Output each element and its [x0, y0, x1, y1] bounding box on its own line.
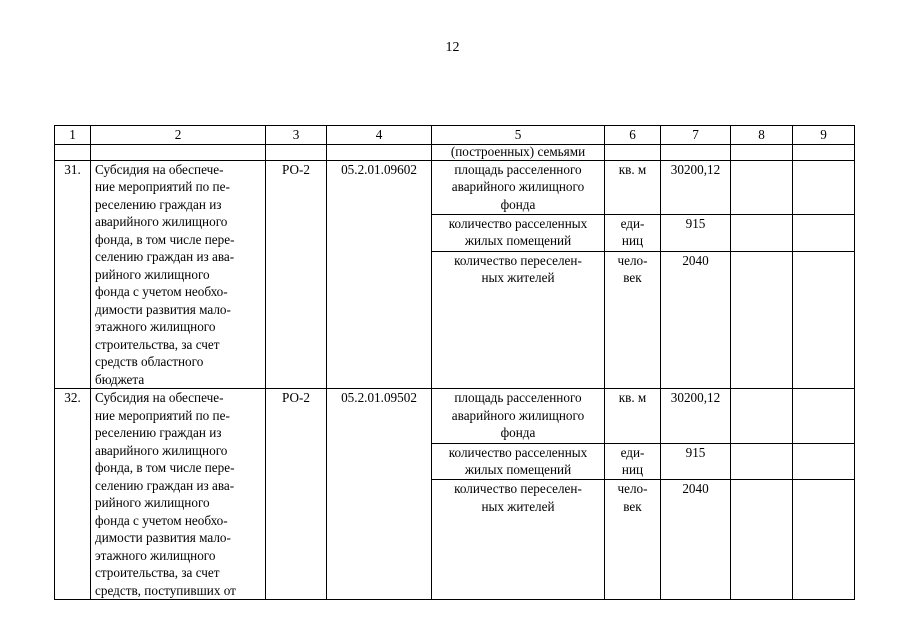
indicator-name: количество переселен- ных жителей — [432, 480, 605, 600]
indicator-name: количество расселенных жилых помещений — [432, 443, 605, 480]
indicator-unit: чело- век — [605, 480, 661, 600]
indicator-unit: чело- век — [605, 251, 661, 388]
empty-cell — [731, 160, 793, 214]
indicator-value: 30200,12 — [661, 160, 731, 214]
empty-cell — [793, 214, 855, 251]
header-cell: 7 — [661, 126, 731, 145]
header-cell: 5 — [432, 126, 605, 145]
header-cell: 4 — [327, 126, 432, 145]
indicator-value: 915 — [661, 443, 731, 480]
table-row — [55, 160, 855, 214]
indicator-unit: еди- ниц — [605, 214, 661, 251]
header-cell: 3 — [266, 126, 327, 145]
header-cell: 6 — [605, 126, 661, 145]
continuation-row — [55, 144, 855, 160]
empty-cell — [793, 251, 855, 388]
indicator-unit: кв. м — [605, 160, 661, 214]
header-cell: 1 — [55, 126, 91, 145]
indicator-value: 2040 — [661, 480, 731, 600]
empty-cell — [731, 480, 793, 600]
header-row — [55, 126, 855, 145]
empty-cell — [793, 443, 855, 480]
indicator-value: 2040 — [661, 251, 731, 388]
indicator-name: количество переселен- ных жителей — [432, 251, 605, 388]
table-row — [55, 389, 855, 444]
empty-cell — [793, 480, 855, 600]
row-code: 05.2.01.09502 — [327, 389, 432, 600]
indicator-unit: кв. м — [605, 389, 661, 444]
empty-cell — [731, 251, 793, 388]
empty-cell — [731, 214, 793, 251]
row-description: Субсидия на обеспече- ние мероприятий по пе- реселению граждан из аварийного жилищного фонда, в том числе пере- селению граждан из ава- рийного жилищного фонда с учетом необхо- димости развития мало- этажного жилищного строительства, за счет средств, поступивших от — [91, 389, 266, 600]
indicator-name: площадь расселенного аварийного жилищного фонда — [432, 160, 605, 214]
row-executor: РО-2 — [266, 389, 327, 600]
row-description: Субсидия на обеспече- ние мероприятий по пе- реселению граждан из аварийного жилищного фонда, в том числе пере- селению граждан из ава- рийного жилищного фонда с учетом необхо- димости развития мало- этажного жилищного строительства, за счет средств областного бюджета — [91, 160, 266, 389]
page-number: 12 — [445, 40, 460, 55]
row-executor: РО-2 — [266, 160, 327, 389]
continuation-indicator: (построенных) семьями — [432, 144, 605, 160]
empty-cell — [731, 443, 793, 480]
indicator-unit: еди- ниц — [605, 443, 661, 480]
row-code: 05.2.01.09602 — [327, 160, 432, 389]
indicator-name: количество расселенных жилых помещений — [432, 214, 605, 251]
empty-cell — [793, 160, 855, 214]
indicator-name: площадь расселенного аварийного жилищного фонда — [432, 389, 605, 444]
empty-cell — [731, 389, 793, 444]
program-table — [54, 125, 855, 600]
indicator-value: 30200,12 — [661, 389, 731, 444]
header-cell: 8 — [731, 126, 793, 145]
indicator-value: 915 — [661, 214, 731, 251]
header-cell: 9 — [793, 126, 855, 145]
header-cell: 2 — [91, 126, 266, 145]
empty-cell — [793, 389, 855, 444]
row-number: 31. — [55, 160, 91, 389]
row-number: 32. — [55, 389, 91, 600]
